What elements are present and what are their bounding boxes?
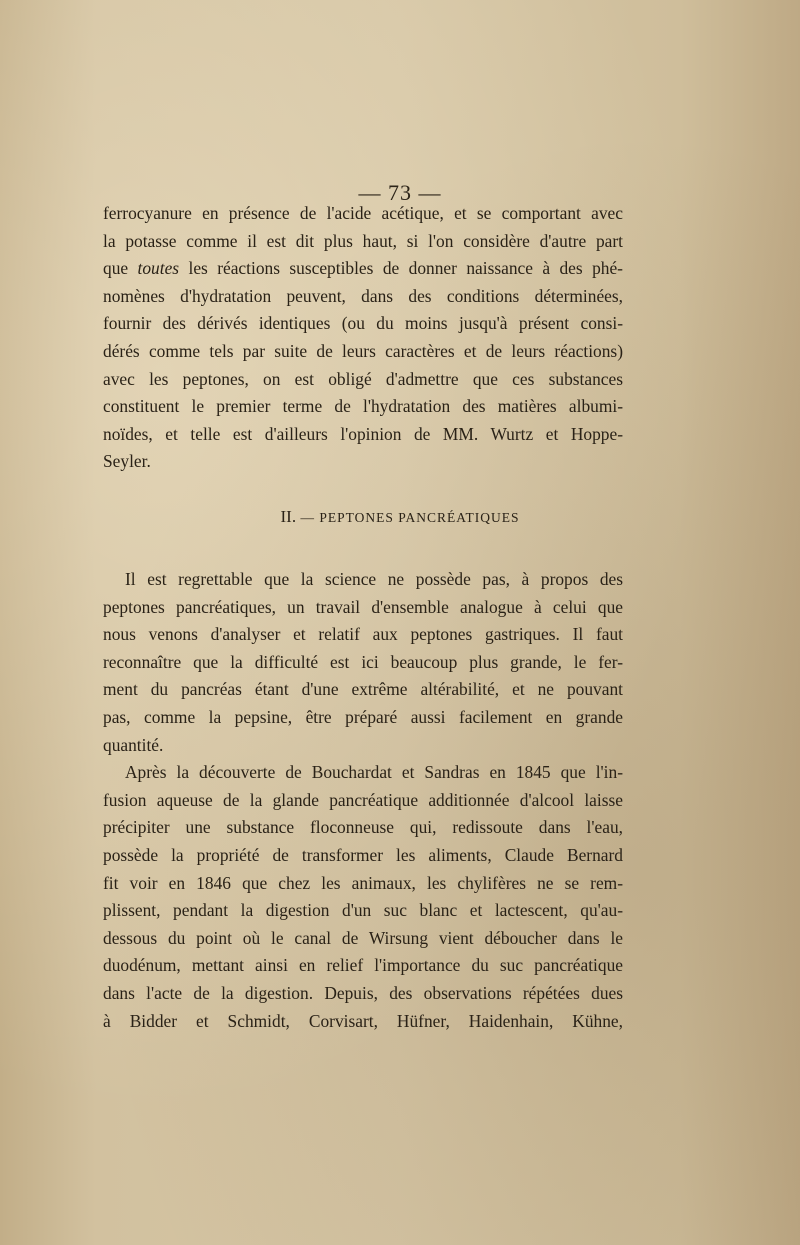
text-line: peptones pancréatiques, un travail d'ensemble analogue à celui que [103, 596, 623, 617]
text-line: nomènes d'hydratation peuvent, dans des conditions déterminées, [103, 285, 623, 306]
text-line: Après la découverte de Bouchardat et Sandras en 1845 que l'in- [125, 762, 623, 783]
emphasis-toutes: toutes [137, 258, 180, 279]
text-line: pas, comme la pepsine, être préparé aussi facilement en grande [103, 706, 623, 727]
section-numeral: II. [280, 507, 297, 526]
text-line: nous venons d'analyser et relatif aux peptones gastriques. Il faut [103, 624, 623, 645]
text-line: fournir des dérivés identiques (ou du moins jusqu'à présent consi- [103, 313, 623, 334]
paragraph-hydration [103, 200, 623, 476]
section-heading [0, 507, 800, 527]
text-line: dérés comme tels par suite de leurs caractères et de leurs réactions) [103, 340, 623, 361]
text-line: plissent, pendant la digestion d'un suc blanc et lactescent, qu'au- [103, 900, 623, 921]
text-line: ment du pancréas étant d'une extrême altérabilité, et ne pouvant [103, 679, 623, 700]
text-line: fit voir en 1846 que chez les animaux, les chylifères ne se rem- [103, 872, 623, 893]
text-line: Seyler. [103, 451, 151, 472]
paragraph-pancreatic-peptones [103, 566, 623, 1035]
text-fragment: que [103, 258, 129, 279]
text-line: précipiter une substance floconneuse qui, redissoute dans l'eau, [103, 817, 623, 838]
text-line: constituent le premier terme de l'hydratation des matières albumi- [103, 396, 623, 417]
text-fragment: les réactions susceptibles de donner naissance à des phé- [188, 258, 623, 279]
text-line: noïdes, et telle est d'ailleurs l'opinion de MM. Wurtz et Hoppe- [103, 423, 623, 444]
text-line [103, 255, 623, 283]
text-line: dessous du point où le canal de Wirsung vient déboucher dans le [103, 927, 623, 948]
text-line: duodénum, mettant ainsi en relief l'importance du suc pancréatique [103, 955, 623, 976]
text-line: possède la propriété de transformer les aliments, Claude Bernard [103, 844, 623, 865]
text-line: la potasse comme il est dit plus haut, si l'on considère d'autre part [103, 230, 623, 251]
text-line: dans l'acte de la digestion. Depuis, des observations répétées dues [103, 982, 623, 1003]
text-line: ferrocyanure en présence de l'acide acétique, et se comportant avec [103, 203, 623, 223]
section-title: — PEPTONES PANCRÉATIQUES [300, 510, 520, 525]
text-line: à Bidder et Schmidt, Corvisart, Hüfner, Haidenhain, Kühne, [103, 1010, 623, 1031]
text-line: Il est regrettable que la science ne possède pas, à propos des [125, 569, 623, 589]
text-line: fusion aqueuse de la glande pancréatique additionnée d'alcool laisse [103, 789, 623, 810]
text-line: avec les peptones, on est obligé d'admettre que ces substances [103, 368, 623, 389]
text-line: reconnaître que la difficulté est ici beaucoup plus grande, le fer- [103, 651, 623, 672]
text-line: quantité. [103, 734, 164, 755]
page-number: — 73 — [358, 180, 442, 205]
